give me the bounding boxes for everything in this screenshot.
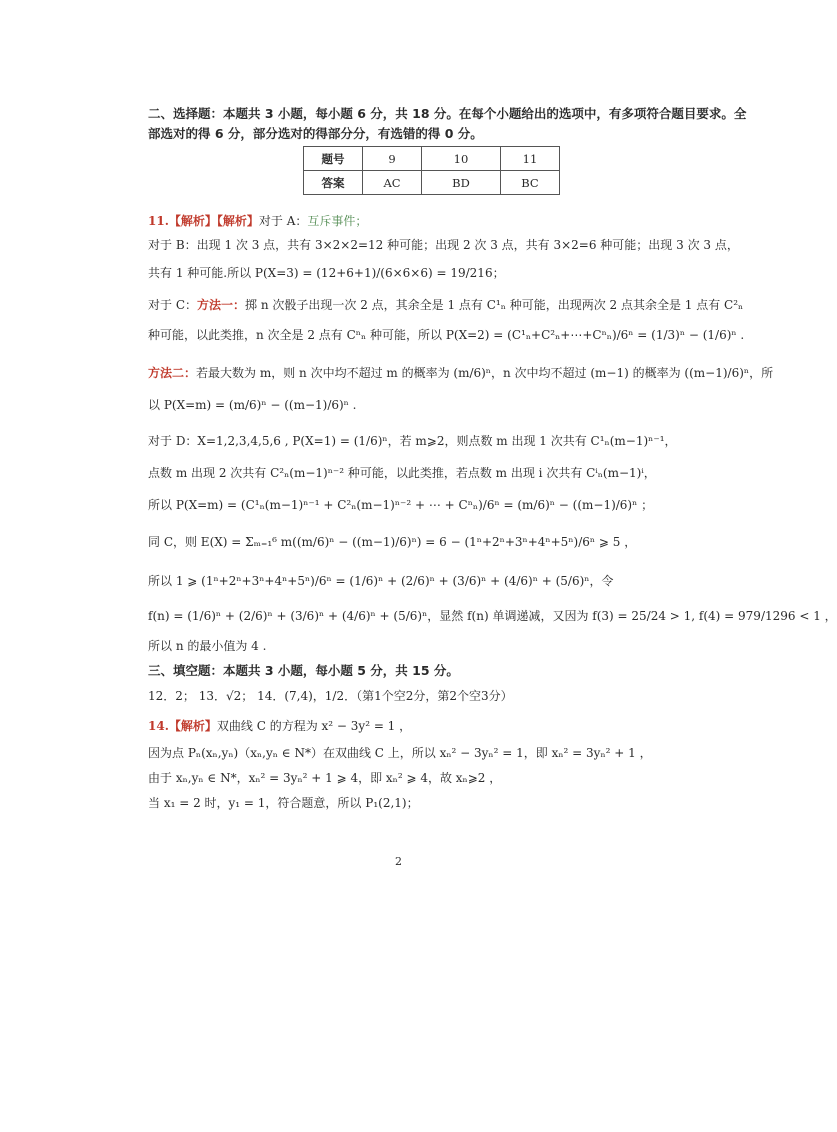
q11-d-line4: 同 C，则 E(X) = Σₘ₌₁⁶ m((m/6)ⁿ − ((m−1)/6)ⁿ) = 6 − (1ⁿ+2ⁿ+3ⁿ+4ⁿ+5ⁿ)/6ⁿ ⩾ 5 ，	[148, 535, 637, 549]
q14-line4: 当 x₁ = 2 时，y₁ = 1，符合题意，所以 P₁(2,1)；	[148, 796, 419, 810]
q11-c-line2: 种可能，以此类推，n 次全是 2 点有 Cⁿₙ 种可能，所以 P(X=2) = (C¹ₙ+C²ₙ+⋯+Cⁿₙ)/6ⁿ = (1/3)ⁿ − (1/6)ⁿ .	[148, 328, 745, 342]
q11-c2-line1	[148, 365, 774, 381]
q11-d-line5: 所以 1 ⩾ (1ⁿ+2ⁿ+3ⁿ+4ⁿ+5ⁿ)/6ⁿ = (1/6)ⁿ + (2/6)ⁿ + (3/6)ⁿ + (4/6)ⁿ + (5/6)ⁿ，令	[148, 574, 614, 588]
table-cell: BD	[422, 171, 501, 195]
section3-answers: 12．2； 13．√2； 14．(7,4)，1/2．（第1个空2分，第2个空3分）	[148, 689, 513, 703]
table-cell: 11	[501, 147, 560, 171]
answer-table	[303, 146, 560, 195]
q14-tag: 14.【解析】	[148, 719, 217, 733]
q11-d-line3: 所以 P(X=m) = (C¹ₙ(m−1)ⁿ⁻¹ + C²ₙ(m−1)ⁿ⁻² + ⋯ + Cⁿₙ)/6ⁿ = (m/6)ⁿ − ((m−1)/6)ⁿ ；	[148, 498, 654, 512]
table-row	[304, 147, 560, 171]
q11-c-text1: 掷 n 次骰子出现一次 2 点，其余全是 1 点有 C¹ₙ 种可能，出现两次 2 点其余全是 1 点有 C²ₙ	[245, 298, 744, 312]
q11-c-line1	[148, 297, 744, 313]
table-cell: 9	[363, 147, 422, 171]
q11-intro	[148, 213, 708, 229]
q14-line1	[148, 718, 708, 734]
table-cell: 答案	[304, 171, 363, 195]
q11-c-method2: 方法二：	[148, 366, 197, 380]
table-cell: BC	[501, 171, 560, 195]
table-cell: AC	[363, 171, 422, 195]
q14-line3: 由于 xₙ,yₙ ∈ N*，xₙ² = 3yₙ² + 1 ⩾ 4，即 xₙ² ⩾ 4，故 xₙ⩾2 ，	[148, 771, 502, 785]
q11-a-text: 互斥事件；	[307, 214, 368, 228]
section3-title: 三、填空题：本题共 3 小题，每小题 5 分，共 15 分。	[148, 663, 459, 678]
q11-c2-line2: 以 P(X=m) = (m/6)ⁿ − ((m−1)/6)ⁿ .	[148, 398, 357, 412]
q11-c-prefix: 对于 C：	[148, 298, 197, 312]
q11-c-method1: 方法一：	[197, 298, 246, 312]
q11-b-line1: 对于 B：出现 1 次 3 点，共有 3×2×2=12 种可能；出现 2 次 3 点，共有 3×2=6 种可能；出现 3 次 3 点，	[148, 238, 739, 252]
table-cell: 10	[422, 147, 501, 171]
q11-d-line2: 点数 m 出现 2 次共有 C²ₙ(m−1)ⁿ⁻² 种可能，以此类推，若点数 m 出现 i 次共有 Cⁱₙ(m−1)ⁱ，	[148, 466, 656, 480]
q11-d-line1: 对于 D：X=1,2,3,4,5,6 , P(X=1) = (1/6)ⁿ，若 m⩾2，则点数 m 出现 1 次共有 C¹ₙ(m−1)ⁿ⁻¹，	[148, 434, 677, 448]
q11-c2-text1: 若最大数为 m，则 n 次中均不超过 m 的概率为 (m/6)ⁿ，n 次中均不超过 (m−1) 的概率为 ((m−1)/6)ⁿ，所	[196, 366, 774, 380]
section2-title-cont: 部选对的得 6 分，部分选对的得部分分，有选错的得 0 分。	[148, 126, 483, 141]
q11-tag: 11.【解析】【解析】	[148, 214, 259, 228]
q11-d-line6: f(n) = (1/6)ⁿ + (2/6)ⁿ + (3/6)ⁿ + (4/6)ⁿ + (5/6)ⁿ，显然 f(n) 单调递减，又因为 f(3) = 25/24 > 1, f(4) = 979/1296 < 1 ，	[148, 609, 837, 623]
page-number: 2	[395, 855, 402, 868]
q11-b-line2: 共有 1 种可能.所以 P(X=3) = (12+6+1)/(6×6×6) = 19/216；	[148, 266, 505, 280]
q11-d-line7: 所以 n 的最小值为 4 .	[148, 639, 267, 653]
table-cell: 题号	[304, 147, 363, 171]
section2-title: 二、选择题：本题共 3 小题，每小题 6 分，共 18 分。在每个小题给出的选项中，有多项符合题目要求。全	[148, 106, 747, 121]
q11-a-prefix: 对于 A：	[258, 214, 308, 228]
q14-line2: 因为点 Pₙ(xₙ,yₙ)（xₙ,yₙ ∈ N*）在双曲线 C 上，所以 xₙ² − 3yₙ² = 1，即 xₙ² = 3yₙ² + 1 ，	[148, 746, 652, 760]
table-row	[304, 171, 560, 195]
q14-text1: 双曲线 C 的方程为 x² − 3y² = 1 ，	[216, 719, 412, 733]
